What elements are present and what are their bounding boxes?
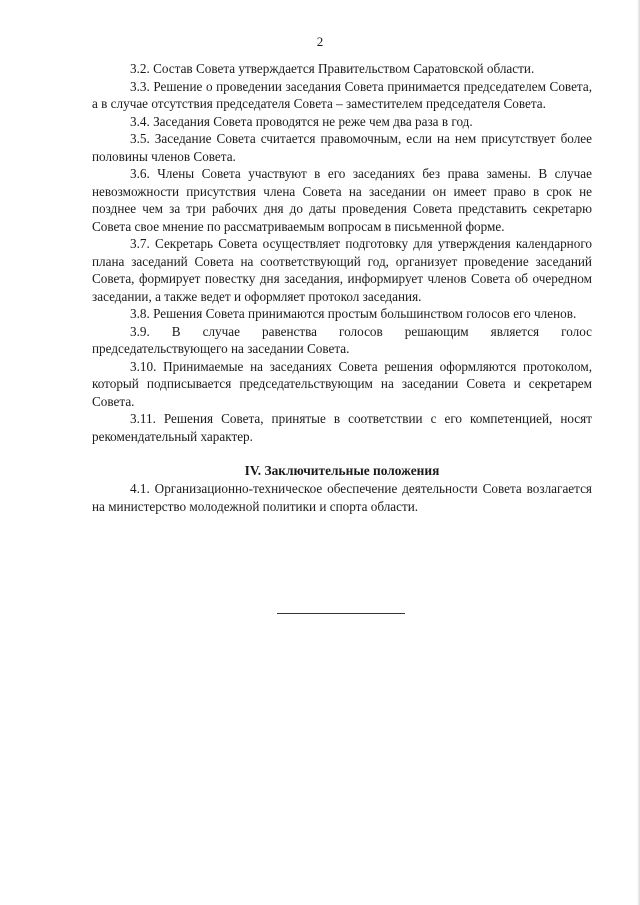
paragraph-3-11: 3.11. Решения Совета, принятые в соответствии с его компетенцией, носят рекомендательный характер. xyxy=(92,411,592,444)
paragraph-3-4: 3.4. Заседания Совета проводятся не реже чем два раза в год. xyxy=(130,113,473,129)
page-number: 2 xyxy=(316,34,324,49)
end-rule-divider xyxy=(277,613,405,614)
paragraph-3-7: 3.7. Секретарь Совета осуществляет подготовку для утверждения календарного плана заседаний Совета на соответствующий год, организует проведение заседаний Совета, формирует повестку дня заседания, информирует членов Совета об очередном заседании, а также ведет и оформляет протокол заседания. xyxy=(92,236,592,304)
paragraph-3-6: 3.6. Члены Совета участвуют в его заседаниях без права замены. В случае невозможности присутствия члена Совета на заседании он имеет право в срок не позднее чем за три рабочих дня до даты проведения Совета представить секретарю Совета свое мнение по рассматриваемым вопросам в письменной форме. xyxy=(92,166,592,234)
paragraph-3-2: 3.2. Состав Совета утверждается Правительством Саратовской области. xyxy=(130,61,535,76)
paragraph-4-1: 4.1. Организационно-техническое обеспечение деятельности Совета возлагается на министерство молодежной политики и спорта области. xyxy=(92,481,592,514)
document-body xyxy=(92,60,592,515)
paragraph-3-10: 3.10. Принимаемые на заседаниях Совета решения оформляются протоколом, который подписывается председательствующим на заседании Совета и секретарем Совета. xyxy=(92,358,592,409)
section-heading: IV. Заключительные положения xyxy=(244,463,440,478)
paragraph-3-8: 3.8. Решения Совета принимаются простым большинством голосов его членов. xyxy=(130,306,577,321)
paragraph-3-5: 3.5. Заседание Совета считается правомочным, если на нем присутствует более половины членов Совета. xyxy=(92,131,592,164)
paragraph-3-9: 3.9. В случае равенства голосов решающим является голос председательствующего на заседании Совета. xyxy=(92,323,592,356)
paragraph-3-3: 3.3. Решение о проведении заседания Совета принимается председателем Совета, а в случае отсутствия председателя Совета – заместителем председателя Совета. xyxy=(92,78,592,111)
